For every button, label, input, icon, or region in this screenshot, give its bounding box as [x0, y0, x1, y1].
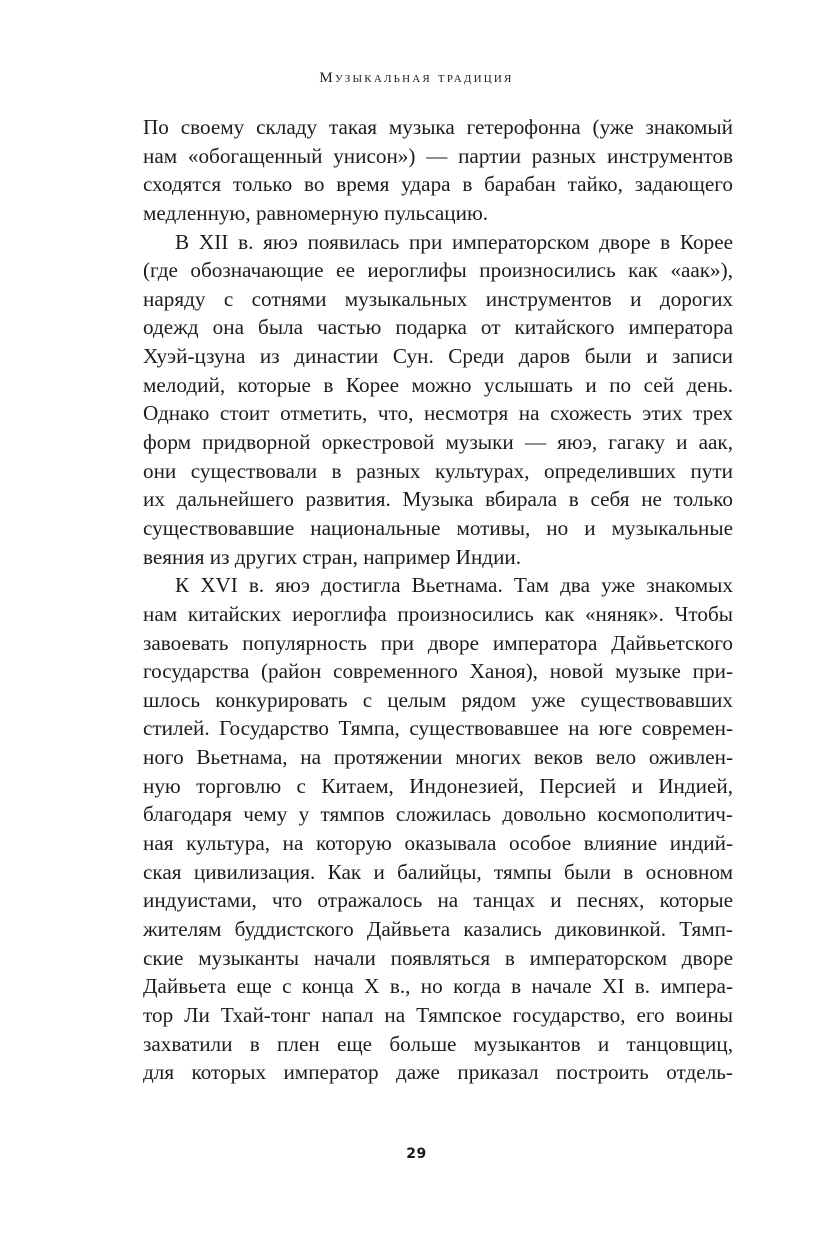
text-line: ную торговлю с Китаем, Индонезией, Персией и Индией,: [143, 773, 733, 798]
paragraph-3: [143, 571, 733, 1087]
text-line: наряду с сотнями музыкальных инструментов и дорогих: [143, 286, 733, 311]
text-line: существовавшие национальные мотивы, но и музыкальные: [143, 515, 733, 540]
text-line: В XII в. яюэ появилась при императорском дворе в Корее: [175, 229, 733, 254]
text-line: тор Ли Тхай-тонг напал на Тямпское государство, его воины: [143, 1002, 733, 1027]
paragraph-1: [143, 113, 733, 228]
text-line: ские музыканты начали появляться в императорском дворе: [143, 945, 733, 970]
text-line: ная культура, на которую оказывала особое влияние индий-: [143, 831, 733, 856]
text-line: ская цивилизация. Как и балийцы, тямпы были в основном: [143, 859, 733, 884]
text-line: благодаря чему у тямпов сложилась довольно космополитич-: [143, 802, 733, 827]
text-line: ного Вьетнама, на протяжении многих веков вело оживлен-: [143, 745, 733, 770]
body-text: [143, 113, 733, 1087]
text-line: нам «обогащенный унисон») — партии разных инструментов: [143, 143, 733, 168]
text-line: (где обозначающие ее иероглифы произносились как «аак»),: [143, 258, 733, 283]
text-line: сходятся только во время удара в барабан тайко, задающего: [143, 172, 733, 197]
page-number: 29: [406, 1146, 427, 1162]
paragraph-2: [143, 228, 733, 572]
text-line: для которых император даже приказал построить отдель-: [143, 1060, 733, 1085]
text-line: шлось конкурировать с целым рядом уже существовавших: [143, 687, 733, 712]
text-line: они существовали в разных культурах, определивших пути: [143, 458, 733, 483]
text-line: По своему складу такая музыка гетерофонна (уже знакомый: [143, 115, 733, 139]
text-line: завоевать популярность при дворе императора Дайвьетского: [143, 630, 733, 655]
text-line: форм придворной оркестровой музыки — яюэ, гагаку и аак,: [143, 430, 733, 455]
text-line: мелодий, которые в Корее можно услышать и по сей день.: [143, 372, 733, 397]
text-line: Хуэй-цзуна из династии Сун. Среди даров были и записи: [143, 344, 733, 369]
running-head: Музыкальная традиция: [319, 70, 514, 86]
text-line: медленную, равномерную пульсацию.: [143, 200, 489, 225]
text-line: захватили в плен еще больше музыкантов и танцовщиц,: [143, 1031, 733, 1056]
text-line: их дальнейшего развития. Музыка вбирала в себя не только: [143, 487, 733, 512]
text-line: индуистами, что отражалось на танцах и песнях, которые: [143, 888, 733, 913]
text-line: Дайвьета еще с конца X в., но когда в начале XI в. импера-: [143, 974, 733, 999]
text-line: К XVI в. яюэ достигла Вьетнама. Там два уже знакомых: [175, 573, 733, 598]
text-line: стилей. Государство Тямпа, существовавшее на юге современ-: [143, 716, 733, 741]
text-line: Однако стоит отметить, что, несмотря на схожесть этих трех: [143, 401, 733, 426]
text-line: веяния из других стран, например Индии.: [143, 544, 522, 569]
text-line: одежд она была частью подарка от китайского императора: [143, 315, 733, 340]
text-line: жителям буддистского Дайвьета казались диковинкой. Тямп-: [143, 916, 733, 941]
text-line: нам китайских иероглифа произносились как «няняк». Чтобы: [143, 601, 733, 626]
text-line: государства (район современного Ханоя), новой музыке при-: [143, 659, 733, 684]
